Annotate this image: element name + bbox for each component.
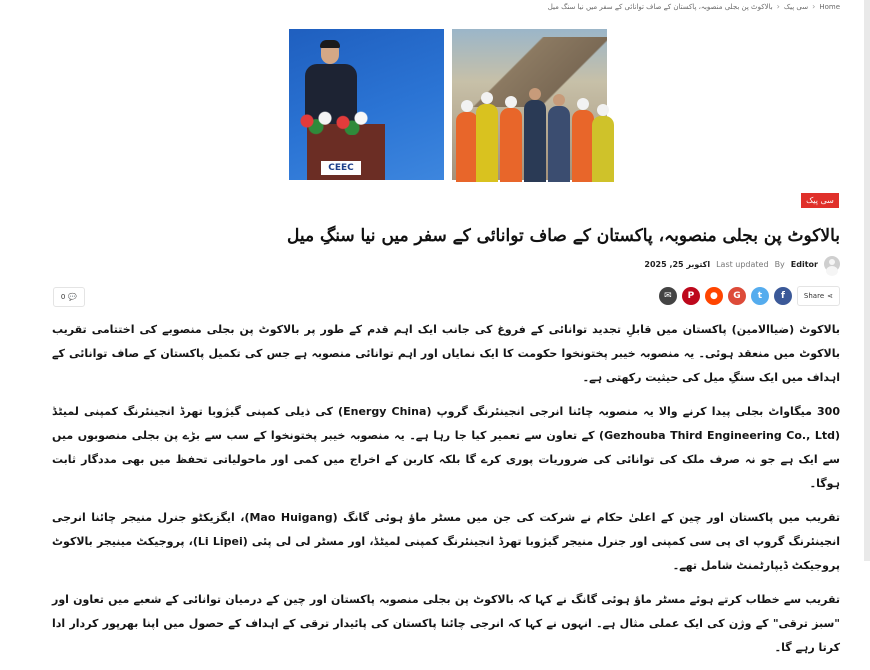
- article-body: [52, 318, 840, 670]
- breadcrumb-current: بالاکوٹ پن بجلی منصوبہ، پاکستان کے صاف توانائی کے سفر میں نیا سنگ میل: [547, 2, 773, 11]
- comments-button[interactable]: [53, 287, 85, 307]
- reddit-icon: ●: [709, 291, 718, 301]
- podium-logo: CEEC: [321, 161, 361, 175]
- reddit-share-button[interactable]: [705, 287, 723, 305]
- share-icon: ⋖: [827, 292, 833, 300]
- facebook-share-button[interactable]: [774, 287, 792, 305]
- breadcrumb-home[interactable]: Home: [819, 2, 840, 11]
- flowers: [289, 107, 379, 135]
- email-share-button[interactable]: [659, 287, 677, 305]
- paragraph: بالاکوٹ (ضیاالامین) پاکستان میں قابلِ تجدید توانائی کے فروغ کی جانب ایک اہم قدم کے طور پر بالاکوٹ پن بجلی منصوبے کی اختتامی تقریب بالاکوٹ میں منعقد ہوئی۔ یہ منصوبہ خیبر پختونخوا حکومت کا ایک نمایاں اور اہم توانائی منصوبہ ہے جس کی تکمیل پاکستان کے صاف توانائی کے اہداف میں ایک سنگِ میل کی حیثیت رکھتی ہے۔: [52, 323, 840, 384]
- last-updated-label: Last updated: [716, 259, 769, 269]
- google-share-button[interactable]: [728, 287, 746, 305]
- publish-date: اکتوبر 25, 2025: [644, 259, 711, 269]
- pinterest-icon: P: [687, 291, 695, 301]
- chevron-left-icon: ‹: [776, 2, 780, 11]
- twitter-icon: t: [757, 291, 763, 301]
- scrollbar[interactable]: [864, 0, 870, 561]
- paragraph: 300 میگاواٹ بجلی پیدا کرنے والا یہ منصوبہ چائنا انرجی انجینئرنگ گروپ (Energy China) کی ذیلی کمپنی گیژوبا تھرڈ انجینئرنگ کمپنی لمیٹڈ (Gezhouba Third Engineering Co., Ltd) کے تعاون سے تعمیر کیا جا رہا ہے۔ یہ منصوبہ خیبر پختونخوا کے سب سے بڑے پن بجلی منصوبوں میں سے ایک ہے جو نہ صرف ملک کی توانائی کی ضروریات پوری کرے گا بلکہ کاربن کے اخراج میں کمی اور ماحولیاتی تحفظ میں بھی مددگار ثابت ہوگا۔: [52, 405, 840, 490]
- google-icon: G: [733, 291, 741, 301]
- comments-count: 0: [60, 293, 66, 301]
- facebook-icon: f: [780, 291, 785, 301]
- twitter-share-button[interactable]: [751, 287, 769, 305]
- by-label: By: [774, 259, 785, 269]
- breadcrumb-section[interactable]: سی پیک: [783, 2, 809, 11]
- workers-group: [454, 87, 604, 182]
- avatar[interactable]: [824, 256, 840, 272]
- pinterest-share-button[interactable]: [682, 287, 700, 305]
- paragraph: تقریب میں پاکستان اور چین کے اعلیٰ حکام نے شرکت کی جن میں مسٹر ماؤ ہوئی گانگ (Mao Huigang)، ایگزیکٹو جنرل منیجر چائنا انرجی انجینئرنگ گروپ ای پی سی کمپنی اور جنرل منیجر گیژوبا تھرڈ انجینئرنگ کمپنی لمیٹڈ، اور مسٹر لی لی پئی (Li Lipei)، پروجیکٹ مینیجر بالاکوٹ پروجیکٹ ڈیپارٹمنٹ شامل تھے۔: [52, 511, 841, 572]
- workers-photo: [452, 29, 607, 180]
- share-label: Share: [803, 292, 825, 300]
- featured-image: [289, 29, 607, 180]
- speaker-photo: [289, 29, 444, 180]
- category-badge[interactable]: سی پیک: [801, 193, 839, 208]
- breadcrumb: [548, 2, 840, 11]
- envelope-icon: ✉: [664, 291, 672, 301]
- author-name[interactable]: Editor: [790, 259, 818, 269]
- comment-icon: 💬: [68, 293, 78, 301]
- article-title: بالاکوٹ پن بجلی منصوبہ، پاکستان کے صاف توانائی کے سفر میں نیا سنگِ میل: [286, 226, 840, 247]
- chevron-left-icon: ‹: [812, 2, 816, 11]
- share-bar: [659, 286, 840, 306]
- paragraph: تقریب سے خطاب کرتے ہوئے مسٹر ماؤ ہوئی گانگ نے کہا کہ بالاکوٹ پن بجلی منصوبہ پاکستان اور چین کے درمیان توانائی کے شعبے میں تعاون اور "سبز ترقی" کے وژن کی ایک عملی مثال ہے۔ انہوں نے کہا کہ انرجی چائنا پاکستان کی پائیدار ترقی کے اہداف کے حصول میں اپنا بھرپور کردار ادا کرتا رہے گا۔: [52, 593, 840, 654]
- article-meta: [644, 256, 840, 272]
- share-button[interactable]: [797, 286, 840, 306]
